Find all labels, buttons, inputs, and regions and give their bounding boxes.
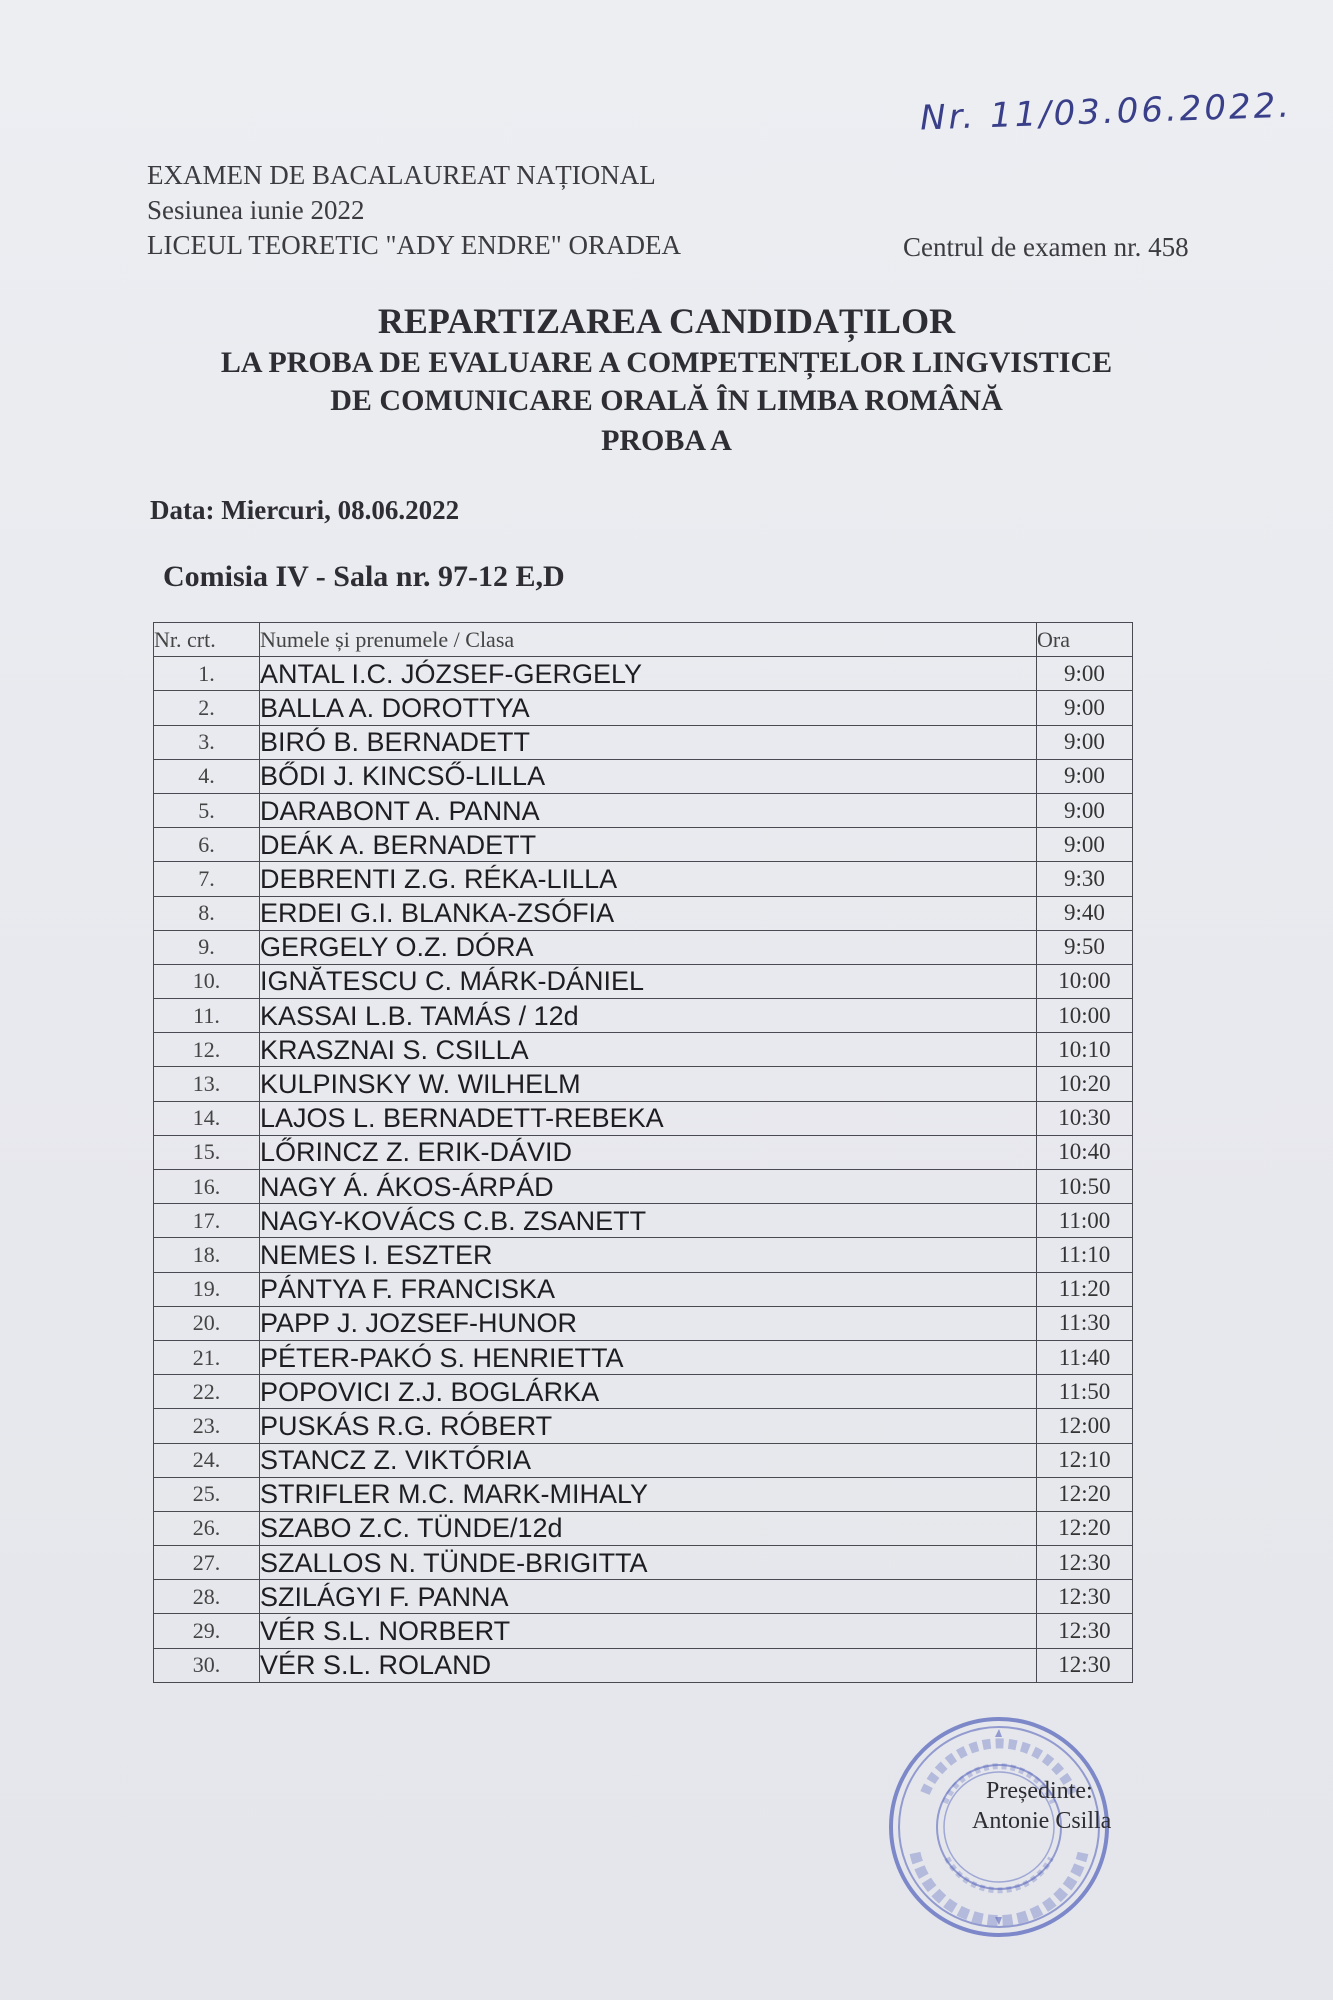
table-row <box>154 657 1133 691</box>
exam-date: Data: Miercuri, 08.06.2022 <box>150 495 460 525</box>
candidate-name: LŐRINCZ Z. ERIK-DÁVID <box>260 1135 1037 1169</box>
exam-time: 9:50 <box>1037 930 1133 964</box>
column-header-time: Ora <box>1037 623 1133 657</box>
candidate-name: DEÁK A. BERNADETT <box>260 828 1037 862</box>
table-row <box>154 1648 1133 1682</box>
candidate-name: PÉTER-PAKÓ S. HENRIETTA <box>260 1340 1037 1374</box>
candidate-name: BALLA A. DOROTTYA <box>260 691 1037 725</box>
candidate-name: GERGELY O.Z. DÓRA <box>260 930 1037 964</box>
row-number: 21. <box>154 1340 260 1374</box>
exam-time: 12:20 <box>1037 1477 1133 1511</box>
header-exam-name: EXAMEN DE BACALAUREAT NAȚIONAL <box>147 160 656 190</box>
table-row <box>154 1614 1133 1648</box>
table-row <box>154 1067 1133 1101</box>
row-number: 27. <box>154 1546 260 1580</box>
exam-time: 9:00 <box>1037 691 1133 725</box>
table-row <box>154 1409 1133 1443</box>
table-row <box>154 1580 1133 1614</box>
document-subtitle-line1: LA PROBA DE EVALUARE A COMPETENȚELOR LINGVISTICE <box>220 346 1113 379</box>
exam-time: 10:30 <box>1037 1101 1133 1135</box>
row-number: 24. <box>154 1443 260 1477</box>
column-header-name: Numele și prenumele / Clasa <box>260 623 1037 657</box>
exam-time: 9:30 <box>1037 862 1133 896</box>
row-number: 5. <box>154 793 260 827</box>
header-exam-center: Centrul de examen nr. 458 <box>903 232 1189 262</box>
exam-time: 9:00 <box>1037 793 1133 827</box>
table-row <box>154 1443 1133 1477</box>
candidate-name: LAJOS L. BERNADETT-REBEKA <box>260 1101 1037 1135</box>
table-row <box>154 1546 1133 1580</box>
document-title: REPARTIZAREA CANDIDAȚILOR <box>377 301 956 341</box>
candidate-name: ERDEI G.I. BLANKA-ZSÓFIA <box>260 896 1037 930</box>
table-row <box>154 691 1133 725</box>
table-row <box>154 1272 1133 1306</box>
header-session: Sesiunea iunie 2022 <box>147 195 365 225</box>
candidate-name: KRASZNAI S. CSILLA <box>260 1033 1037 1067</box>
candidate-name: POPOVICI Z.J. BOGLÁRKA <box>260 1375 1037 1409</box>
exam-time: 12:00 <box>1037 1409 1133 1443</box>
candidate-name: SZALLOS N. TÜNDE-BRIGITTA <box>260 1546 1037 1580</box>
row-number: 28. <box>154 1580 260 1614</box>
exam-time: 10:40 <box>1037 1135 1133 1169</box>
table-row <box>154 793 1133 827</box>
table-row <box>154 930 1133 964</box>
row-number: 13. <box>154 1067 260 1101</box>
table-row <box>154 964 1133 998</box>
exam-time: 12:30 <box>1037 1648 1133 1682</box>
row-number: 9. <box>154 930 260 964</box>
row-number: 18. <box>154 1238 260 1272</box>
exam-time: 12:10 <box>1037 1443 1133 1477</box>
candidate-name: SZILÁGYI F. PANNA <box>260 1580 1037 1614</box>
row-number: 12. <box>154 1033 260 1067</box>
exam-time: 11:50 <box>1037 1375 1133 1409</box>
table-row <box>154 999 1133 1033</box>
row-number: 19. <box>154 1272 260 1306</box>
table-row <box>154 1204 1133 1238</box>
row-number: 11. <box>154 999 260 1033</box>
table-row <box>154 1238 1133 1272</box>
table-row <box>154 1511 1133 1545</box>
row-number: 14. <box>154 1101 260 1135</box>
row-number: 6. <box>154 828 260 862</box>
row-number: 22. <box>154 1375 260 1409</box>
signature-title: Președinte: <box>986 1778 1093 1804</box>
candidate-name: DARABONT A. PANNA <box>260 793 1037 827</box>
exam-time: 10:00 <box>1037 999 1133 1033</box>
exam-time: 12:20 <box>1037 1511 1133 1545</box>
table-row <box>154 1101 1133 1135</box>
header-school: LICEUL TEORETIC "ADY ENDRE" ORADEA <box>147 230 681 260</box>
exam-time: 12:30 <box>1037 1614 1133 1648</box>
candidate-name: SZABO Z.C. TÜNDE/12d <box>260 1511 1037 1545</box>
table-row <box>154 1340 1133 1374</box>
candidate-name: KULPINSKY W. WILHELM <box>260 1067 1037 1101</box>
table-row <box>154 1033 1133 1067</box>
table-row <box>154 862 1133 896</box>
row-number: 29. <box>154 1614 260 1648</box>
table-header-row <box>154 623 1133 657</box>
exam-time: 11:40 <box>1037 1340 1133 1374</box>
row-number: 26. <box>154 1511 260 1545</box>
candidate-name: ANTAL I.C. JÓZSEF-GERGELY <box>260 657 1037 691</box>
candidate-name: PUSKÁS R.G. RÓBERT <box>260 1409 1037 1443</box>
exam-time: 9:40 <box>1037 896 1133 930</box>
candidate-name: STANCZ Z. VIKTÓRIA <box>260 1443 1037 1477</box>
table-row <box>154 725 1133 759</box>
row-number: 16. <box>154 1170 260 1204</box>
exam-time: 10:50 <box>1037 1170 1133 1204</box>
signature-name: Antonie Csilla <box>972 1808 1112 1834</box>
column-header-nr: Nr. crt. <box>154 623 260 657</box>
exam-time: 11:10 <box>1037 1238 1133 1272</box>
table-row <box>154 759 1133 793</box>
table-row <box>154 1306 1133 1340</box>
table-row <box>154 1375 1133 1409</box>
candidate-name: VÉR S.L. ROLAND <box>260 1648 1037 1682</box>
exam-time: 9:00 <box>1037 725 1133 759</box>
candidate-name: NAGY-KOVÁCS C.B. ZSANETT <box>260 1204 1037 1238</box>
exam-time: 11:20 <box>1037 1272 1133 1306</box>
exam-time: 10:00 <box>1037 964 1133 998</box>
row-number: 15. <box>154 1135 260 1169</box>
row-number: 3. <box>154 725 260 759</box>
candidate-name: NAGY Á. ÁKOS-ÁRPÁD <box>260 1170 1037 1204</box>
exam-time: 9:00 <box>1037 828 1133 862</box>
table-row <box>154 1477 1133 1511</box>
row-number: 30. <box>154 1648 260 1682</box>
row-number: 25. <box>154 1477 260 1511</box>
candidate-name: KASSAI L.B. TAMÁS / 12d <box>260 999 1037 1033</box>
row-number: 4. <box>154 759 260 793</box>
row-number: 8. <box>154 896 260 930</box>
candidate-name: VÉR S.L. NORBERT <box>260 1614 1037 1648</box>
row-number: 7. <box>154 862 260 896</box>
candidate-name: PÁNTYA F. FRANCISKA <box>260 1272 1037 1306</box>
exam-time: 12:30 <box>1037 1546 1133 1580</box>
exam-time: 10:10 <box>1037 1033 1133 1067</box>
row-number: 10. <box>154 964 260 998</box>
row-number: 1. <box>154 657 260 691</box>
candidate-name: BIRÓ B. BERNADETT <box>260 725 1037 759</box>
commission-room: Comisia IV - Sala nr. 97-12 E,D <box>163 560 565 593</box>
candidate-name: STRIFLER M.C. MARK-MIHALY <box>260 1477 1037 1511</box>
exam-time: 11:00 <box>1037 1204 1133 1238</box>
row-number: 17. <box>154 1204 260 1238</box>
table-body <box>154 657 1133 1683</box>
row-number: 23. <box>154 1409 260 1443</box>
table-row <box>154 1170 1133 1204</box>
candidate-name: PAPP J. JOZSEF-HUNOR <box>260 1306 1037 1340</box>
row-number: 20. <box>154 1306 260 1340</box>
table-row <box>154 828 1133 862</box>
exam-time: 11:30 <box>1037 1306 1133 1340</box>
exam-time: 10:20 <box>1037 1067 1133 1101</box>
candidate-name: BŐDI J. KINCSŐ-LILLA <box>260 759 1037 793</box>
table-row <box>154 896 1133 930</box>
document-subtitle-line3: PROBA A <box>601 424 732 457</box>
exam-time: 9:00 <box>1037 759 1133 793</box>
exam-time: 12:30 <box>1037 1580 1133 1614</box>
registration-number: Nr. 11/03.06.2022. <box>919 85 1293 139</box>
exam-time: 9:00 <box>1037 657 1133 691</box>
table-row <box>154 1135 1133 1169</box>
candidate-name: DEBRENTI Z.G. RÉKA-LILLA <box>260 862 1037 896</box>
candidate-name: NEMES I. ESZTER <box>260 1238 1037 1272</box>
row-number: 2. <box>154 691 260 725</box>
candidate-name: IGNĂTESCU C. MÁRK-DÁNIEL <box>260 964 1037 998</box>
document-subtitle-line2: DE COMUNICARE ORALĂ ÎN LIMBA ROMÂNĂ <box>330 384 1003 417</box>
candidates-table <box>153 622 1133 1683</box>
